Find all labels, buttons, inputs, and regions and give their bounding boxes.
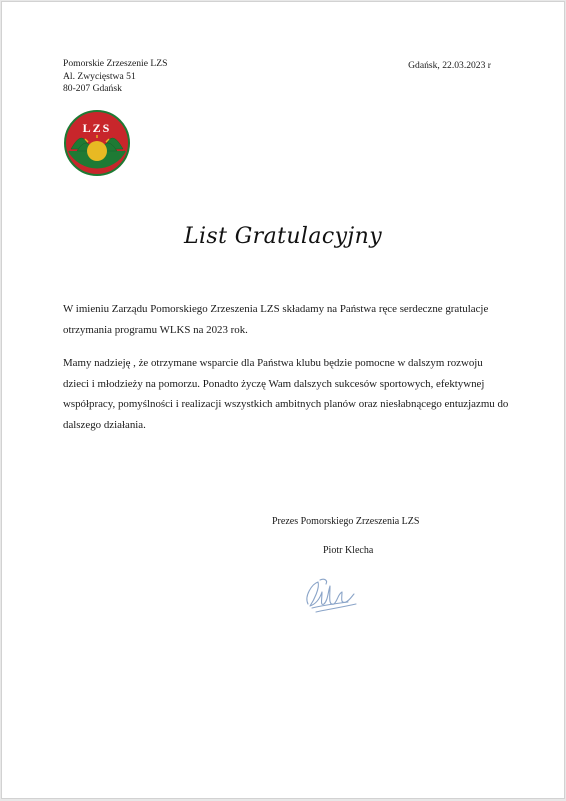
letter-page bbox=[1, 1, 565, 799]
sender-postal-city: 80-207 Gdańsk bbox=[63, 83, 122, 95]
signer-role: Prezes Pomorskiego Zrzeszenia LZS bbox=[272, 516, 420, 527]
signer-name: Piotr Klecha bbox=[323, 545, 374, 556]
sender-street: Al. Zwycięstwa 51 bbox=[63, 70, 136, 82]
body-paragraph-2: Mamy nadzieję , że otrzymane wsparcie dla Państwa klubu będzie pomocne w dalszym rozwoju dzieci i młodzieży na pomorzu. Ponadto życzę Wam dalszych sukcesów sportowych, efektywnej współpracy, pomyślności i realizacji wszystkich ambitnych planów oraz niesłabnącego entuzjazmu do dalszego działania. bbox=[63, 357, 509, 431]
sender-address bbox=[63, 58, 167, 96]
handwritten-signature bbox=[298, 574, 362, 618]
logo-text: LZS bbox=[82, 121, 112, 135]
lzs-logo bbox=[63, 105, 131, 183]
body-paragraph-1: W imieniu Zarządu Pomorskiego Zrzeszenia LZS składamy na Państwa ręce serdeczne gratulacje otrzymania programu WLKS na 2023 rok. bbox=[63, 303, 489, 336]
letter-title: List Gratulacyjny bbox=[183, 224, 383, 249]
letter-date: Gdańsk, 22.03.2023 r bbox=[408, 60, 491, 71]
letter-body bbox=[63, 299, 509, 448]
sender-name: Pomorskie Zrzeszenie LZS bbox=[63, 58, 168, 69]
